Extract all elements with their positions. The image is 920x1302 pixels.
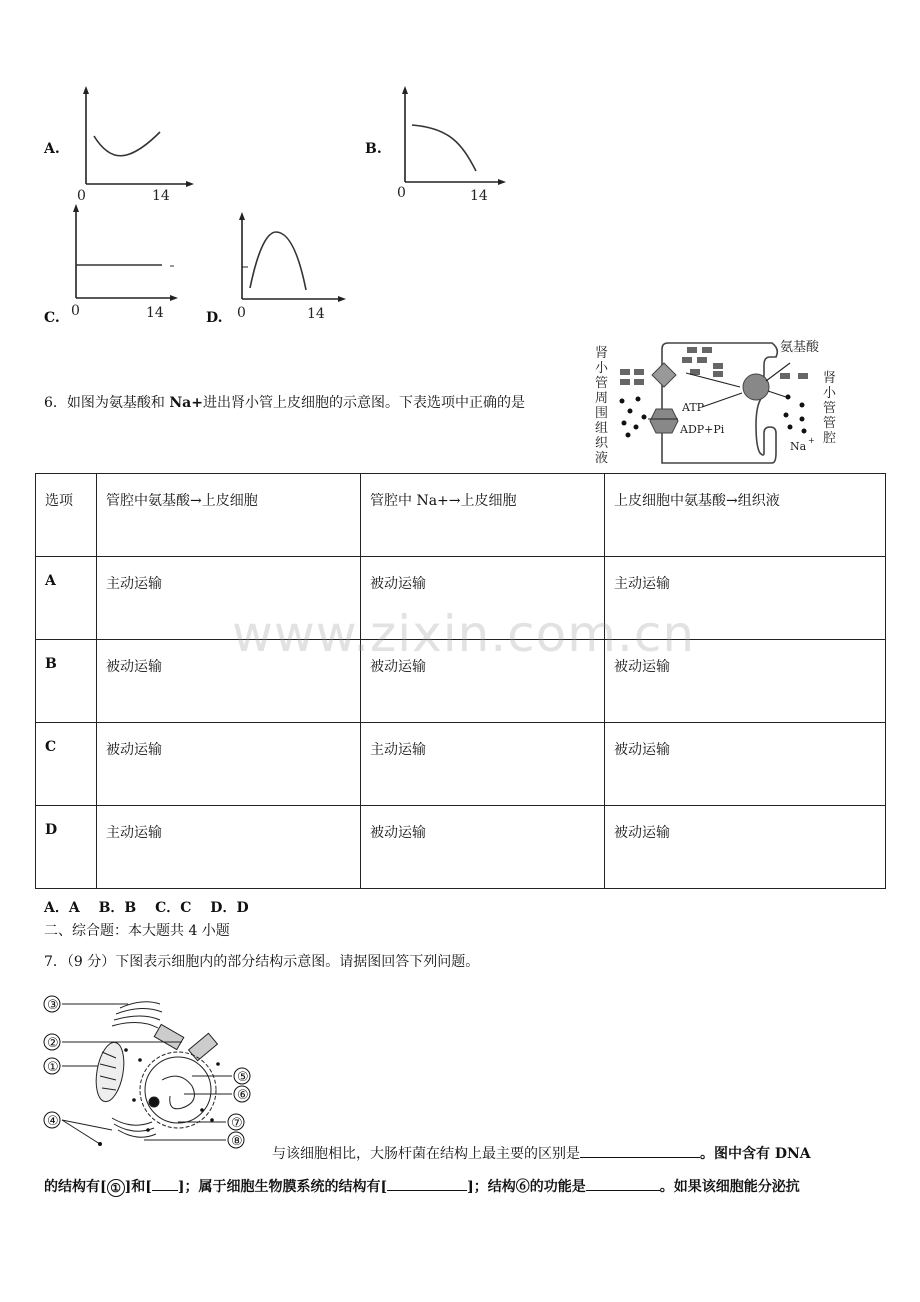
svg-text:小: 小 xyxy=(595,361,609,376)
graph-a-label: A. xyxy=(44,141,60,157)
svg-text:④: ④ xyxy=(47,1114,59,1129)
answer-blank-4[interactable] xyxy=(586,1175,660,1191)
question-6 xyxy=(44,393,525,413)
table-cell: C xyxy=(36,723,97,806)
amino-acid-label: 氨基酸 xyxy=(780,340,820,355)
svg-text:⑥: ⑥ xyxy=(237,1088,249,1103)
answer-blank-2[interactable] xyxy=(152,1175,178,1191)
svg-text:围: 围 xyxy=(595,406,609,421)
table-row xyxy=(36,640,886,723)
graph-b-x0: 0 xyxy=(397,185,406,201)
table-cell: 被动运输 xyxy=(605,640,886,723)
question-6-na: Na+ xyxy=(169,395,203,411)
svg-text:织: 织 xyxy=(595,436,609,451)
graph-c-x1: 14 xyxy=(146,305,164,321)
graph-a-x0: 0 xyxy=(77,188,86,204)
table-cell: 主动运输 xyxy=(97,806,361,889)
answer-blank-1[interactable] xyxy=(580,1142,700,1158)
graph-b-label: B. xyxy=(365,141,382,157)
section-heading: 二、综合题：本大题共 4 小题 xyxy=(44,923,230,939)
graph-d xyxy=(230,200,355,325)
atp-label: ATP xyxy=(682,401,705,414)
table-cell: 被动运输 xyxy=(361,640,605,723)
svg-text:小: 小 xyxy=(823,386,837,401)
graph-c-label: C. xyxy=(44,310,60,326)
tubule-cell-diagram xyxy=(590,335,850,473)
answer-choices: A．A B．B C．C D．D xyxy=(44,900,249,916)
table-cell: D xyxy=(36,806,97,889)
table-cell: B xyxy=(36,640,97,723)
question-7-line-2: 的结构有[ ① ]和[ ]；属于细胞生物膜系统的结构有[ ]；结构⑥的功能是 。如果该细胞能分泌抗 xyxy=(44,1175,800,1197)
table-cell: 被动运输 xyxy=(97,640,361,723)
graph-a-curve xyxy=(94,132,160,156)
graph-c xyxy=(62,200,187,325)
svg-text:+: + xyxy=(808,436,815,445)
table-cell: A xyxy=(36,557,97,640)
question-7-intro: 7．（9 分）下图表示细胞内的部分结构示意图。请据图回答下列问题。 xyxy=(44,954,480,970)
svg-text:⑦: ⑦ xyxy=(231,1116,243,1131)
svg-text:管: 管 xyxy=(823,401,837,416)
table-header-cell: 管腔中氨基酸→上皮细胞 xyxy=(97,474,361,557)
table-cell: 被动运输 xyxy=(605,806,886,889)
graph-d-x1: 14 xyxy=(307,306,325,322)
graph-a xyxy=(70,84,200,209)
cell-outline xyxy=(662,343,777,463)
table-cell: 主动运输 xyxy=(97,557,361,640)
adp-label: ADP+Pi xyxy=(680,423,725,436)
svg-text:②: ② xyxy=(47,1036,59,1051)
table-header-row xyxy=(36,474,886,557)
options-table xyxy=(35,473,886,889)
table-cell: 被动运输 xyxy=(97,723,361,806)
graph-c-x0: 0 xyxy=(71,303,80,319)
table-row xyxy=(36,557,886,640)
na-label: Na xyxy=(790,440,807,453)
graph-b-x1: 14 xyxy=(470,188,488,204)
graph-d-label: D. xyxy=(206,310,223,326)
table-cell: 被动运输 xyxy=(361,557,605,640)
circled-one: ① xyxy=(107,1179,125,1197)
graph-a-x1: 14 xyxy=(152,188,170,204)
table-header-cell: 上皮细胞中氨基酸→组织液 xyxy=(605,474,886,557)
table-cell: 主动运输 xyxy=(361,723,605,806)
svg-text:周: 周 xyxy=(595,391,609,406)
svg-text:液: 液 xyxy=(595,451,609,466)
table-header-cell: 选项 xyxy=(36,474,97,557)
svg-text:①: ① xyxy=(47,1060,59,1075)
graph-d-x0: 0 xyxy=(237,305,246,321)
svg-text:③: ③ xyxy=(47,998,59,1013)
table-row xyxy=(36,806,886,889)
graph-d-curve xyxy=(250,232,306,290)
graph-b xyxy=(390,84,515,209)
svg-text:肾: 肾 xyxy=(595,346,609,361)
watermark: www.zixin.com.cn xyxy=(232,605,696,663)
table-cell: 主动运输 xyxy=(605,557,886,640)
graph-b-curve xyxy=(412,125,476,171)
table-cell: 被动运输 xyxy=(605,723,886,806)
svg-text:⑤: ⑤ xyxy=(237,1070,249,1085)
question-6-prefix: 6．如图为氨基酸和 xyxy=(44,395,170,411)
svg-text:肾: 肾 xyxy=(823,371,837,386)
answer-blank-3[interactable] xyxy=(387,1175,467,1191)
question-6-suffix: 进出肾小管上皮细胞的示意图。下表选项中正确的是 xyxy=(202,395,525,411)
svg-text:管: 管 xyxy=(595,376,609,391)
table-cell: 被动运输 xyxy=(361,806,605,889)
svg-text:组: 组 xyxy=(595,421,609,436)
svg-text:⑧: ⑧ xyxy=(231,1134,243,1149)
svg-text:腔: 腔 xyxy=(823,431,837,446)
svg-text:管: 管 xyxy=(823,416,837,431)
table-header-cell: 管腔中 Na+→上皮细胞 xyxy=(361,474,605,557)
table-row xyxy=(36,723,886,806)
question-7-line-1: 与该细胞相比，大肠杆菌在结构上最主要的区别是 。图中含有 DNA xyxy=(272,1142,811,1164)
cell-structure-diagram xyxy=(42,990,260,1152)
